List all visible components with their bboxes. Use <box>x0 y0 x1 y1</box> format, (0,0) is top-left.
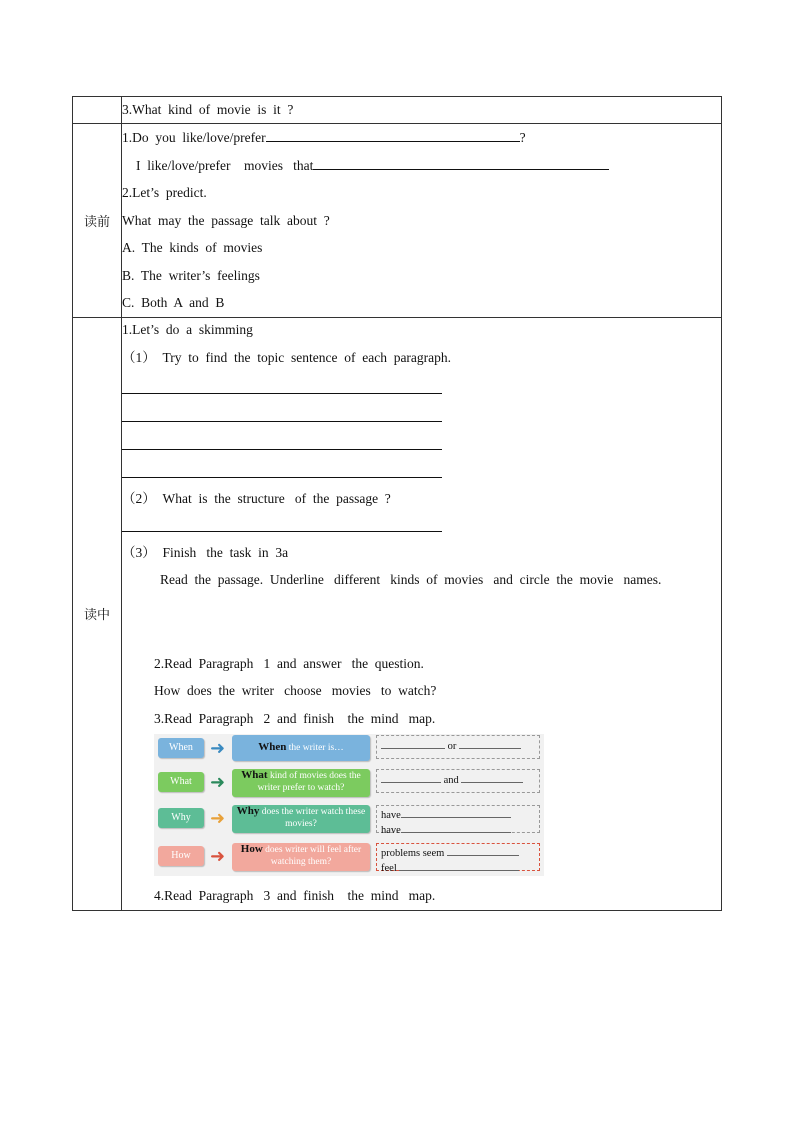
why-tag: Why <box>158 808 204 828</box>
when-answer-box[interactable]: or <box>376 735 540 759</box>
why-answer-box[interactable]: have have <box>376 805 540 833</box>
table-row <box>73 124 722 318</box>
mind-map-what-row <box>154 768 544 798</box>
how-question: How does writer will feel after watching them? <box>232 843 370 871</box>
table-row <box>73 97 722 124</box>
paragraph1-task: 2.Read Paragraph 1 and answer the question. <box>154 655 424 671</box>
when-tag: When <box>158 738 204 758</box>
what-tag: What <box>158 772 204 792</box>
answer-line[interactable] <box>122 510 721 538</box>
table-row <box>73 318 722 911</box>
option-a: A. The kinds of movies <box>122 240 263 255</box>
mind-map <box>154 734 544 876</box>
arrow-right-icon: ➜ <box>210 772 226 792</box>
mind-map-how-row <box>154 842 544 872</box>
arrow-right-icon: ➜ <box>210 738 226 758</box>
lesson-table <box>72 96 722 911</box>
content-cell <box>122 318 722 911</box>
answer-line[interactable] <box>122 456 721 484</box>
task-3a-instruction: Read the passage. Underline different kinds of movies and circle the movie names. <box>160 572 662 587</box>
mind-map-when-row <box>154 734 544 764</box>
topic-sentence-task: （1） Try to find the topic sentence of each paragraph. <box>122 350 452 365</box>
option-c: C. Both A and B <box>122 295 225 310</box>
what-question: What kind of movies does the writer prefer to watch? <box>232 769 370 797</box>
what-answer-box[interactable]: and <box>376 769 540 793</box>
predict-heading: 2.Let’s predict. <box>122 185 207 200</box>
content-cell <box>122 97 722 124</box>
stage-cell <box>73 97 122 124</box>
content-cell <box>122 124 722 318</box>
paragraph2-task: 3.Read Paragraph 2 and finish the mind map. <box>154 710 436 726</box>
how-tag: How <box>158 846 204 866</box>
predict-question: What may the passage talk about ? <box>122 212 330 228</box>
like-question: 1.Do you like/love/prefer ? <box>122 124 721 152</box>
how-answer-box[interactable]: problems seem feel <box>376 843 540 871</box>
task-3a-heading: （3） Finish the task in 3a <box>122 545 289 560</box>
answer-line[interactable] <box>122 400 721 428</box>
paragraph3-task: 4.Read Paragraph 3 and finish the mind map. <box>154 888 436 903</box>
stage-cell-pre-reading: 读前 <box>73 124 122 318</box>
mind-map-why-row <box>154 804 544 834</box>
structure-task: （2） What is the structure of the passage ? <box>122 491 391 506</box>
arrow-right-icon: ➜ <box>210 846 226 866</box>
option-b: B. The writer’s feelings <box>122 267 260 283</box>
why-question: Why does the writer watch these movies? <box>232 805 370 833</box>
stage-cell-while-reading: 读中 <box>73 318 122 911</box>
question-movie-kind: 3.What kind of movie is it ? <box>122 102 294 117</box>
like-answer: I like/love/prefer movies that <box>122 152 721 180</box>
arrow-right-icon: ➜ <box>210 808 226 828</box>
answer-blank[interactable] <box>266 126 520 142</box>
answer-line[interactable] <box>122 428 721 456</box>
when-question: When the writer is… <box>232 735 370 761</box>
answer-line[interactable] <box>122 372 721 400</box>
paragraph1-question: How does the writer choose movies to watch? <box>154 683 437 698</box>
skimming-heading: 1.Let’s do a skimming <box>122 322 253 337</box>
answer-blank[interactable] <box>313 154 609 170</box>
